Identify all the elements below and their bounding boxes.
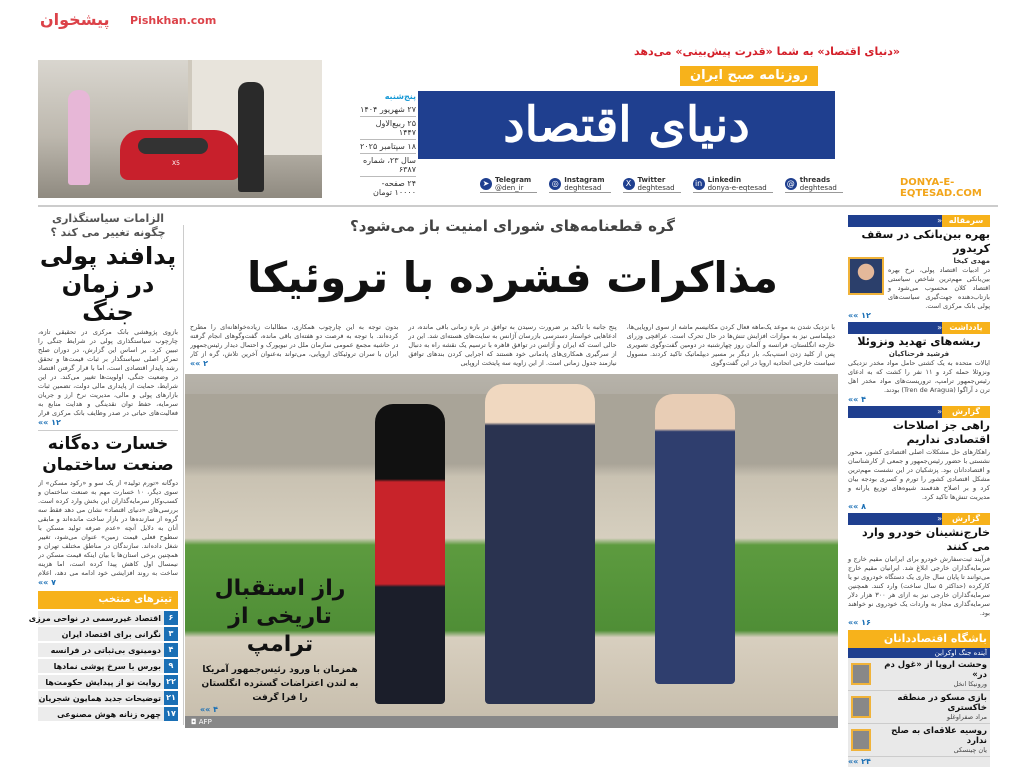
instagram-icon: ◎: [549, 178, 561, 190]
social-linkedin[interactable]: in Linkedin donya-e-eqtesad: [693, 176, 773, 193]
social-twitter[interactable]: X Twitter deghtesad: [623, 176, 681, 193]
right-column: سرمقاله « بهره بین‌بانکی در سقف کریدور مهدی کیخا در ادبیات اقتصاد پولی، نرخ بهره بین‌بانکی مهم‌ترین شاخص سیاستی اقتصاد کلان محسوب می‌شود و بازتاب‌دهنده جهت‌گیری سیاست‌های پولی بانک مرکزی است. «« ۱۲ یادداشت « ریشه‌های تهدید ونزوئلا فرشید فرحناکیان ایالات متحده به یک کشتی حامل مواد مخدر نزدیکی ونزوئلا حمله کرد و ۱۱ نفر را کشت که به ادعای رئیس‌جمهور ترامپ، تروریست‌های مواد مخدر اهل ترن د آراگوا (Tren de Aragua) بودند. «« ۴ گزارش « راهی جز اصلاحات اقتصادی نداریم راهکارهای حل مشکلات اصلی اقتصادی کشور، محور نشستی با حضور رئیس‌جمهور و جمعی از کارشناسان و اقتصاددانان بود. پزشکیان در این نشست مهم‌ترین مشکل اقتصادی کشور را تورم و کسری بودجه بیان کرد و بر اصلاح هدفمند شیوه‌های توزیع یارانه و مدیریت تنش‌ها تاکید کرد. «« ۸ گزارش « خارج‌نشینان خودرو وارد می کنند فرآیند ثبت‌سفارش خودرو برای ایرانیان مقیم خارج و سرمایه‌گذاران خارجی ابلاغ شد. ایرانیان مقیم خارج می‌توانند تا پایان سال جاری یک دستگاه خودروی نو یا کارکرده (حداکثر ۵ سال ساخت) وارد کنند. همچنین سرمایه‌گذاران خارجی نیز به ازای هر ۳۰۰ هزار دلار سرمایه‌گذاری مجاز به واردات یک خودروی نو خواهند بود. «« ۱۶ باشگاه اقتصاددانان آینده جنگ اوکراین وحشت اروپا از «غول دم در» ورونیکا انخل بازی مسکو در منطقه خاکستری مراد صفراوغلو روسیه علاقه‌ای به صلح ندارد یان چینسکی «« ۲۴: [848, 216, 990, 766]
car-advertisement: [38, 60, 322, 198]
author-photo: [851, 696, 871, 718]
threads-icon: @: [786, 178, 795, 188]
section-note: یادداشت «: [848, 322, 990, 334]
author-photo: [851, 729, 871, 751]
main-headline[interactable]: مذاکرات فشرده با تروئیکا: [246, 253, 779, 302]
newspaper-logo: دنیای اقتصاد: [503, 97, 750, 153]
page-number: ۲۲: [164, 675, 178, 689]
camera-icon: ◘: [191, 718, 199, 726]
website-link[interactable]: DONYA-E-EQTESAD.COM: [900, 177, 982, 199]
left-column: الزامات سیاستگذاری چگونه تغییر می کند ؟ پدافند پولی در زمان جنگ بازوی پژوهشی بانک مرکزی در تحقیقی تازه، چارچوب سیاستگذاری پولی در شرایط جنگی را تبیین کرد. بر اساس این گزارش، در دوران صلح تمرکز اصلی سیاستگذار بر ثبات قیمت‌ها و تحقق رشد پایدار اقتصادی است، اما با قرار گرفتن اقتصاد در وضعیت جنگی، اولویت‌ها تغییر می‌کند. در این شرایط، حمایت از پایداری مالی دولت، تضمین ثبات بازارهای پولی و مالی، مدیریت نرخ ارز و جریان سرمایه، حفظ توان نقدینگی و هدایت منابع به فعالیت‌های حیاتی در صدر وظایف بانک مرکزی قرار «« ۱۲ خسارت ده‌گانه صنعت ساختمان دوگانه «تورم تولید» از یک سو و «رکود مسکن» از سوی دیگر، ۱۰ خسارت مهم به صنعت ساختمان و کسب‌وکار سرمایه‌گذاران این بخش وارد کرده است. بررسی‌های «دنیای اقتصاد» نشان می دهد فقط سه گروه از سازنده‌ها در بازار ساخت مانده‌اند و مابقی آنان به دلایل آنچه «عدم صرفه تولید مسکن با سطوح فعلی قیمت زمین» عنوان می‌شود، تغییر شغل داده‌اند. سازندگان در مناطق مختلف تهران و همچنین برخی استان‌ها با بیان اینکه قیمت مسکن در نیمسال اول کاهش پیدا کرده است، اما هزینه ساخت به روند افزایشی خود ادامه می دهد، اعلام «« ۷ تیترهای منتخب ۶ اقتصاد غیررسمی در نواحی مرزی ۳ نگرانی برای اقتصاد ایران ۴ دومینوی بی‌ثباتی در فرانسه ۹ بورس با سرخ پوشی نمادها ۲۲ روایت نو از پیدایش حکومت‌ها ۲۱ توضیحات جدید همایون شجریان ۱۷ چهره زنانه هوش مصنوعی: [38, 212, 178, 721]
social-telegram[interactable]: ➤ Telegram @den_ir: [480, 176, 537, 193]
twitter-icon: X: [623, 178, 635, 190]
guard-figure: [375, 404, 445, 704]
page-number: ۱۷: [164, 707, 178, 721]
section-report: گزارش «: [848, 513, 990, 525]
model-man: [238, 82, 264, 192]
page-number: ۹: [164, 659, 178, 673]
red-suv: X5: [120, 130, 240, 180]
page-number: ۶: [164, 611, 178, 625]
selected-headline-item[interactable]: ۲۲ روایت نو از پیدایش حکومت‌ها: [38, 675, 178, 689]
section-editorial: سرمقاله «: [848, 215, 990, 227]
left-headline[interactable]: پدافند پولی در زمان جنگ: [39, 242, 177, 326]
author-photo: [851, 663, 871, 685]
chevrons-icon: «: [848, 215, 942, 227]
linkedin-icon: in: [693, 178, 705, 190]
social-instagram[interactable]: ◎ Instagram deghtesad: [549, 176, 610, 193]
page-number: ۳: [164, 627, 178, 641]
economists-club: باشگاه اقتصاددانان آینده جنگ اوکراین وحشت اروپا از «غول دم در» ورونیکا انخل بازی مسکو در منطقه خاکستری مراد صفراوغلو روسیه علاقه‌ای به صلح ندارد یان چینسکی «« ۲۴: [848, 630, 990, 767]
morning-paper-badge: روزنامه صبح ایران: [680, 66, 818, 86]
selected-headlines: تیترهای منتخب ۶ اقتصاد غیررسمی در نواحی مرزی ۳ نگرانی برای اقتصاد ایران ۴ دومینوی بی‌ثباتی در فرانسه ۹ بورس با سرخ پوشی نمادها ۲۲ روایت نو از پیدایش حکومت‌ها ۲۱ توضیحات جدید همایون شجریان ۱۷ چهره زنانه هوش مصنوعی: [38, 591, 178, 721]
main-kicker: گره قطعنامه‌های شورای امنیت باز می‌شود؟: [350, 217, 675, 235]
page-number: ۲۱: [164, 691, 178, 705]
slogan: «دنیای اقتصاد» به شما «قدرت پیش‌بینی» می‌دهد: [634, 45, 900, 58]
photo-credit: ◘ AFP: [185, 716, 838, 728]
club-item[interactable]: وحشت اروپا از «غول دم در» ورونیکا انخل: [848, 658, 990, 691]
telegram-icon: ➤: [480, 178, 492, 190]
chevrons-icon: «: [848, 322, 942, 334]
social-links: [480, 174, 890, 194]
selected-headline-item[interactable]: ۴ دومینوی بی‌ثباتی در فرانسه: [38, 643, 178, 657]
watermark-logo: پیشخوان: [40, 10, 110, 29]
issue-info: پنج‌شنبه ۲۷ شهریور ۱۴۰۴ ۲۵ ربیع‌الاول ۱۴۴۷ ۱۸ سپتامبر ۲۰۲۵ سال ۲۳، شماره ۶۳۸۷ ۲۴ صفحه- ۱۰۰۰۰ تومان: [360, 92, 416, 197]
selected-headline-item[interactable]: ۱۷ چهره زنانه هوش مصنوعی: [38, 707, 178, 721]
page-number: ۴: [164, 643, 178, 657]
chevrons-icon: «: [848, 513, 942, 525]
club-item[interactable]: روسیه علاقه‌ای به صلح ندارد یان چینسکی: [848, 724, 990, 757]
page-ref: «« ۷: [38, 578, 57, 587]
selected-headline-item[interactable]: ۳ نگرانی برای اقتصاد ایران: [38, 627, 178, 641]
column-divider: [183, 225, 184, 725]
model-woman: [68, 90, 90, 185]
page-ref: «« ۱۲: [38, 418, 61, 427]
chevrons-icon: «: [848, 406, 942, 418]
photo-caption: راز استقبال تاریخی از ترامپ همزمان با ورود رئیس‌جمهور آمریکا به لندن اعتراضات گسترده انگلستان را فرا گرفت «« ۴: [200, 576, 359, 714]
main-story-text: با نزدیک شدن به موعد یک‌ماهه فعال کردن مکانیسم ماشه از سوی اروپایی‌ها، دیپلماسی نیز به موازات افزایش تنش‌ها در حال تحرک است. عراقچی وزرای خارجه انگلستان، فرانسه و آلمان روز چهارشنبه در دومین گفت‌وگوی تصویری پس از کلید زدن اسنپ‌بک، بار دیگر بر مسیر دیپلماتیک تاکید کردند. مسوول سیاست خارجی اتحادیه اروپا در این گفت‌وگوی پنج جانبه با تاکید بر ضرورت رسیدن به توافق در بازه زمانی باقی مانده، در ادعاهایی خواستار دسترسی بازرسان آژانس به سایت‌های هسته‌ای شد. این در حالی است که ایران و آژانس در توافق قاهره با ترسیم یک نقشه راه به دنبال از سرگیری همکاری‌های پادمانی خود هستند که اجرایی کردن بندهای توافق نیازمند جدول زمانی است. از این زاویه سه پایتخت اروپایی بدون توجه به این چارچوب همکاری، مطالبات زیاده‌خواهانه‌ای را مطرح کرده‌اند. با توجه به فرصت دو هفته‌ای باقی مانده، گفت‌وگوهای انجام گرفته در حاشیه مجمع عمومی سازمان ملل در نیویورک و احتمال دیدار رئیس‌جمهور ایران با سران تروئیکای اروپایی، می‌تواند به‌عنوان آخرین تلاش، گره از کار «« ۲: [190, 323, 835, 368]
author-photo: [848, 257, 884, 295]
selected-headline-item[interactable]: ۲۱ توضیحات جدید همایون شجریان: [38, 691, 178, 705]
divider: [38, 205, 998, 207]
trump-figure: [485, 384, 595, 704]
watermark-site: Pishkhan.com: [130, 14, 217, 27]
second-headline[interactable]: خسارت ده‌گانه صنعت ساختمان: [42, 434, 174, 475]
selected-headline-item[interactable]: ۹ بورس با سرخ پوشی نمادها: [38, 659, 178, 673]
club-item[interactable]: بازی مسکو در منطقه خاکستری مراد صفراوغلو: [848, 691, 990, 724]
king-figure: [655, 394, 735, 684]
left-kicker: الزامات سیاستگذاری چگونه تغییر می کند ؟: [50, 212, 166, 239]
social-threads[interactable]: @ threads deghtesad: [785, 176, 843, 193]
section-report: گزارش «: [848, 406, 990, 418]
selected-headline-item[interactable]: ۶ اقتصاد غیررسمی در نواحی مرزی: [38, 611, 178, 625]
